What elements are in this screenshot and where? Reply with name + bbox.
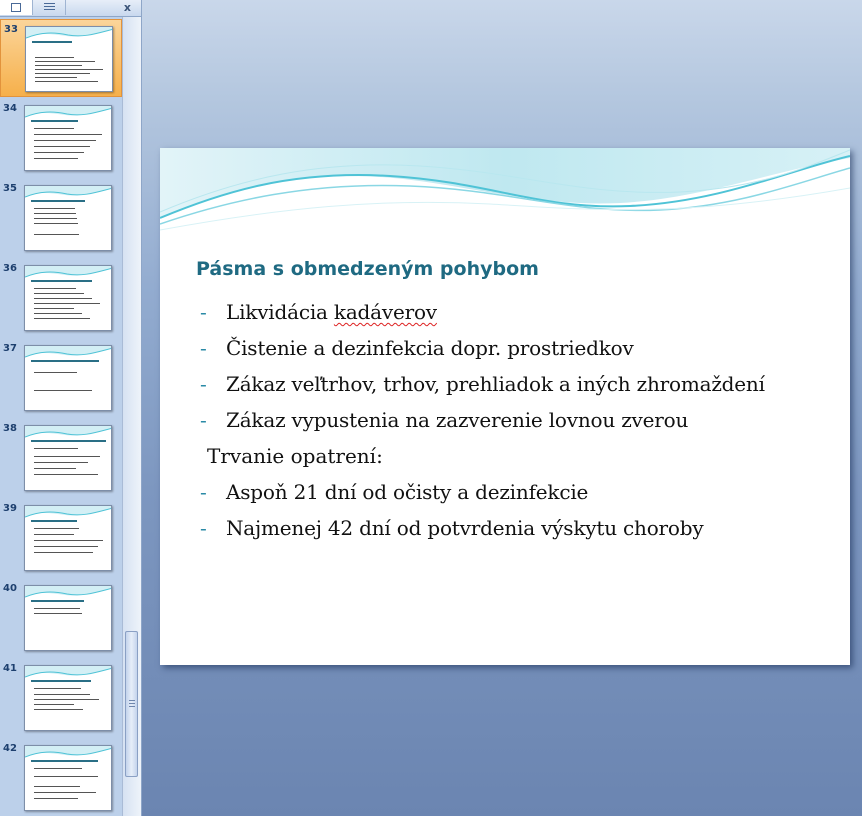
thumbnail-text-line	[34, 474, 98, 475]
thumbnail-title-line	[31, 520, 77, 522]
slide-number: 42	[3, 743, 17, 754]
thumbnail-text-line	[34, 462, 88, 463]
slide-thumbnail-row[interactable]	[0, 579, 122, 657]
bullet-item	[200, 300, 437, 324]
thumbnail-list	[0, 17, 122, 816]
spellcheck-underlined-word: kadáverov	[333, 300, 437, 324]
thumbnail-text-line	[34, 694, 90, 695]
thumbnail-wave	[25, 106, 112, 120]
slide-number: 38	[3, 423, 17, 434]
thumbnail-text-line	[35, 73, 90, 74]
tab-slides[interactable]	[0, 0, 33, 15]
thumbnail-text-line	[34, 468, 76, 469]
thumbnail-text-line	[34, 798, 78, 799]
thumbnail-title-line	[31, 440, 106, 442]
thumbnail-text-line	[34, 534, 74, 535]
bullet-text: Zákaz veľtrhov, trhov, prehliadok a iných zhromaždení	[226, 372, 765, 396]
slide-thumbnail[interactable]	[25, 26, 113, 92]
thumbnail-text-line	[34, 704, 74, 705]
bullet-item	[200, 480, 588, 504]
slide-thumbnail[interactable]	[24, 585, 112, 651]
slide-thumbnail-row[interactable]	[0, 339, 122, 417]
slide-thumbnail-row[interactable]	[0, 739, 122, 816]
slide-thumbnail[interactable]	[24, 425, 112, 491]
thumbnail-text-line	[34, 318, 90, 319]
bullet-item	[200, 408, 688, 432]
thumbnail-text-line	[34, 608, 80, 609]
bullet-text: Čistenie a dezinfekcia dopr. prostriedkov	[226, 336, 634, 360]
thumbnail-title-line	[31, 680, 91, 682]
thumbnail-text-line	[34, 528, 79, 529]
scrollbar-thumb[interactable]	[125, 631, 138, 777]
thumbnail-text-line	[35, 65, 82, 66]
thumbnail-wave	[25, 586, 112, 600]
thumbnail-text-line	[35, 77, 77, 78]
thumbnail-text-line	[35, 69, 103, 70]
thumbnail-title-line	[31, 360, 99, 362]
slide-thumbnail-row[interactable]	[0, 19, 122, 97]
bullet-dash: -	[200, 408, 207, 432]
thumbnail-text-line	[34, 540, 103, 541]
thumbnail-text-line	[34, 293, 84, 294]
thumbnail-title-line	[31, 280, 92, 282]
slide-header-wave	[160, 148, 850, 238]
slide-number: 36	[3, 263, 17, 274]
slide-thumbnail[interactable]	[24, 505, 112, 571]
duration-heading: Trvanie opatrení:	[207, 444, 383, 468]
slide-thumbnail[interactable]	[24, 185, 112, 251]
bullet-text: Zákaz vypustenia na zazverenie lovnou zverou	[226, 408, 689, 432]
slide-thumbnail-row[interactable]	[0, 499, 122, 577]
thumbnail-text-line	[34, 768, 82, 769]
thumbnail-text-line	[34, 448, 78, 449]
thumbnail-wave	[25, 426, 112, 440]
thumbnail-text-line	[34, 128, 74, 129]
slide-number: 39	[3, 503, 17, 514]
thumbnail-wave	[26, 27, 113, 41]
bullet-dash: -	[200, 372, 207, 396]
slide-thumbnail[interactable]	[24, 265, 112, 331]
bullet-dash: -	[200, 516, 207, 540]
slide-number: 41	[3, 663, 17, 674]
thumbnail-text-line	[34, 208, 75, 209]
grip-line	[129, 700, 135, 701]
thumbnail-text-line	[35, 61, 95, 62]
thumbnail-text-line	[34, 134, 102, 135]
thumbnail-text-line	[34, 456, 100, 457]
thumbnail-title-line	[31, 120, 78, 122]
thumbnail-text-line	[34, 298, 92, 299]
thumbnail-text-line	[34, 158, 78, 159]
thumbnail-text-line	[35, 81, 98, 82]
slide-title: Pásma s obmedzeným pohybom	[196, 258, 539, 280]
thumbnail-wave	[25, 666, 112, 680]
thumbnail-text-line	[34, 372, 77, 373]
tab-outline[interactable]	[33, 0, 66, 15]
thumbnail-text-line	[34, 218, 77, 219]
pane-tabs	[0, 0, 141, 17]
thumbnail-text-line	[34, 613, 82, 614]
thumbnail-text-line	[34, 546, 98, 547]
slide-number: 35	[3, 183, 17, 194]
slide-number: 40	[3, 583, 17, 594]
thumbnail-text-line	[34, 152, 84, 153]
thumbnail-text-line	[34, 390, 92, 391]
slide-thumbnail[interactable]	[24, 345, 112, 411]
grip-line	[129, 706, 135, 707]
slide-thumbnail[interactable]	[24, 745, 112, 811]
slides-icon	[11, 3, 21, 12]
thumbnail-text-line	[34, 223, 78, 224]
thumbnail-wave	[25, 186, 112, 200]
outline-icon	[44, 3, 55, 12]
thumbnail-text-line	[34, 786, 80, 787]
thumbnail-title-line	[31, 600, 84, 602]
thumbnail-text-line	[34, 308, 74, 309]
close-icon[interactable]: x	[123, 1, 131, 14]
slide-thumbnail-row[interactable]	[0, 99, 122, 177]
grip-line	[129, 703, 135, 704]
thumbnail-text-line	[34, 234, 79, 235]
bullet-item	[200, 516, 703, 540]
slide-thumbnail-row[interactable]	[0, 179, 122, 257]
thumbnail-text-line	[34, 776, 98, 777]
slide-thumbnail[interactable]	[24, 665, 112, 731]
thumbnail-text-line	[34, 792, 96, 793]
thumbnail-text-line	[34, 140, 96, 141]
bullet-dash: -	[200, 336, 207, 360]
thumbnail-text-line	[35, 57, 74, 58]
slide-number: 34	[3, 103, 17, 114]
thumbnail-text-line	[34, 213, 76, 214]
bullet-text: Aspoň 21 dní od očisty a dezinfekcie	[226, 480, 589, 504]
bullet-dash: -	[200, 480, 207, 504]
thumbnail-text-line	[34, 709, 83, 710]
slide-number: 33	[4, 24, 18, 35]
thumbnail-title-line	[31, 760, 98, 762]
slide-number: 37	[3, 343, 17, 354]
slide-thumbnail-row[interactable]	[0, 659, 122, 737]
slide-thumbnail[interactable]	[24, 105, 112, 171]
bullet-item	[200, 372, 765, 396]
slide-thumbnail-row[interactable]	[0, 259, 122, 337]
slide-canvas[interactable]	[160, 148, 850, 665]
bullet-dash: -	[200, 300, 207, 324]
bullet-text: Najmenej 42 dní od potvrdenia výskytu choroby	[226, 516, 704, 540]
thumbnail-title-line	[32, 41, 72, 43]
thumbnail-wave	[25, 746, 112, 760]
thumbnail-text-line	[34, 699, 99, 700]
thumbnail-text-line	[34, 552, 93, 553]
thumbnail-text-line	[34, 303, 100, 304]
thumbnail-wave	[25, 346, 112, 360]
pane-scrollbar[interactable]	[122, 17, 141, 816]
thumbnail-wave	[25, 266, 112, 280]
slide-thumbnail-row[interactable]	[0, 419, 122, 497]
thumbnail-text-line	[34, 313, 82, 314]
thumbnail-text-line	[34, 288, 76, 289]
thumbnail-text-line	[34, 146, 90, 147]
thumbnail-title-line	[31, 200, 85, 202]
thumbnail-wave	[25, 506, 112, 520]
bullet-text: Likvidácia	[226, 300, 334, 324]
bullet-item	[200, 336, 634, 360]
slides-pane	[0, 0, 142, 816]
thumbnail-text-line	[34, 688, 81, 689]
